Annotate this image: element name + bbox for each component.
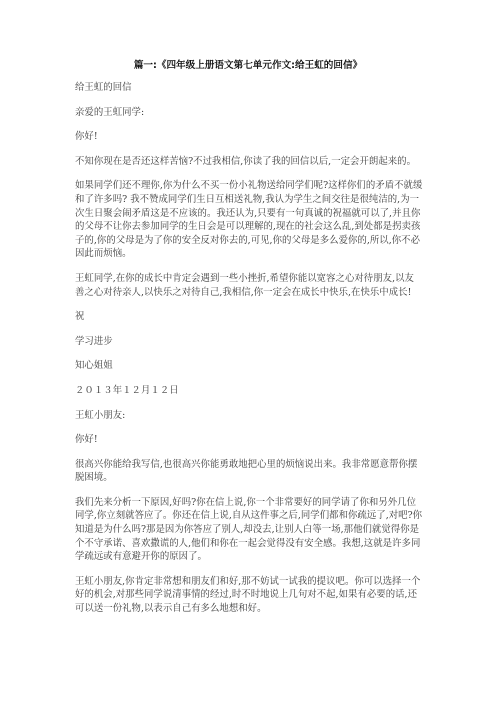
paragraph: 如果同学们还不理你,你为什么不买一份小礼物送给同学们呢?这样你们的矛盾不就缓和了许多吗? 我不赞成同学们生日互相送礼物,我认为学生之间交往是很纯洁的,为一次生日聚会闹矛盾这是不应该的。我还认为,只要有一句真诚的祝福就可以了,并且你的父母不让你去参加同学的生日会是可以理解的,现在的社会这么乱,到处都是拐卖孩子的,你的父母是为了你的安全反对你去的,可见,你的父母是多么爱你的,所以,你不必因此而烦恼。 (75, 180, 423, 260)
closing-wish: 祝 (75, 311, 85, 323)
document-title: 篇一:《四年级上册语文第七单元作文:给王虹的回信》 (133, 60, 363, 71)
paragraph: 很高兴你能给我写信,也很高兴你能勇敢地把心里的烦恼说出来。我非常愿意帮你摆脱困境。 (75, 458, 418, 484)
signature: 知心姐姐 (75, 360, 113, 372)
salutation: 亲爱的王虹同学: (75, 106, 145, 118)
paragraph-heading: 给王虹的回信 (75, 82, 132, 93)
paragraph: 我们先来分析一下原因,好吗?你在信上说,你一个非常要好的同学请了你和另外几位同学,你立刻就答应了。你还在信上说,自从这件事之后,同学们都和你疏远了,对吧?你知道是为什么吗?那是因为你答应了别人,却没去,让别人白等一场,那他们就觉得你是个不守承诺、喜欢撒谎的人,他们和你在一起会觉得没有安全感。我想,这就是许多同学疏远或有意避开你的原因了。 (75, 496, 423, 563)
paragraph: 不知你现在是否还这样苦恼?不过我相信,你读了我的回信以后,一定会开朗起来的。 (75, 155, 417, 167)
greeting: 你好! (75, 131, 98, 143)
paragraph: 王虹小朋友,你肯定非常想和朋友们和好,那不妨试一试我的提议吧。你可以选择一个好的机会,对那些同学说清事情的经过,时不时地说上几句对不起,如果有必要的话,还可以送一份礼物,以表示自己有多么地想和好。 (75, 575, 421, 615)
greeting: 你好! (75, 434, 98, 446)
document-body (75, 81, 423, 627)
paragraph: 王虹同学,在你的成长中肯定会遇到一些小挫折,希望你能以宽容之心对待朋友,以友善之心对待亲人,以快乐之对待自己,我相信,你一定会在成长中快乐,在快乐中成长! (75, 272, 414, 298)
date: ２０１３年１２月１２日 (75, 384, 179, 396)
closing-wish-detail: 学习进步 (75, 335, 113, 347)
salutation: 王虹小朋友: (75, 409, 126, 421)
